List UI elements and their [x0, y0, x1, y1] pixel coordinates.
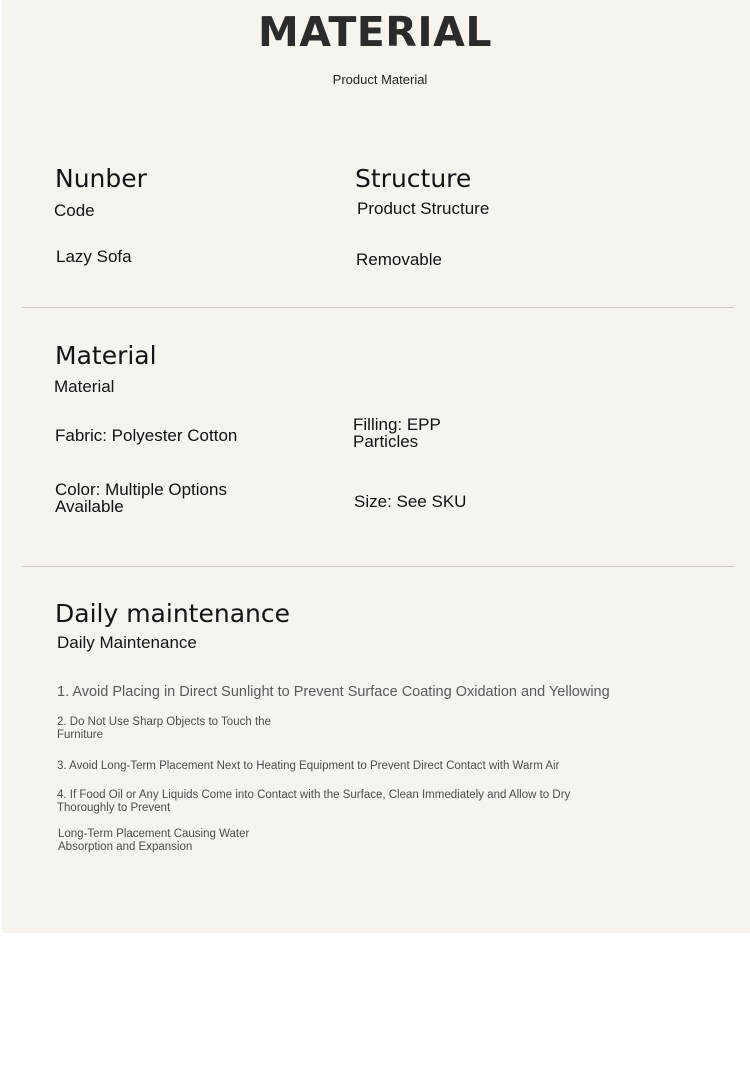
- structure-value: Removable: [356, 250, 442, 269]
- maintenance-heading: Daily maintenance: [55, 599, 290, 628]
- page-subtitle: Product Material: [332, 72, 428, 87]
- section-divider: [22, 307, 734, 308]
- care-item: 3. Avoid Long-Term Placement Next to Heating Equipment to Prevent Direct Contact with Warm Air: [57, 760, 560, 772]
- material-heading: Material: [55, 341, 157, 370]
- maintenance-label: Daily Maintenance: [57, 633, 197, 652]
- structure-heading: Structure: [355, 164, 472, 193]
- filling-spec: Filling: EPP Particles: [353, 415, 441, 451]
- number-heading: Nunber: [55, 164, 147, 193]
- care-item: 2. Do Not Use Sharp Objects to Touch the Furniture: [57, 716, 271, 741]
- care-item: 1. Avoid Placing in Direct Sunlight to Prevent Surface Coating Oxidation and Yellowing: [57, 684, 610, 700]
- color-spec: Color: Multiple Options Available: [55, 480, 227, 516]
- size-spec: Size: See SKU: [354, 492, 467, 511]
- care-item: 4. If Food Oil or Any Liquids Come into Contact with the Surface, Clean Immediately and Allow to Dry Thoroughly to Prevent: [57, 789, 571, 814]
- fabric-spec: Fabric: Polyester Cotton: [55, 426, 238, 445]
- number-label: Code: [54, 201, 95, 220]
- structure-label: Product Structure: [357, 199, 490, 218]
- material-label: Material: [54, 377, 115, 396]
- section-divider: [22, 566, 734, 567]
- care-item: Long-Term Placement Causing Water Absorption and Expansion: [58, 828, 250, 853]
- number-value: Lazy Sofa: [56, 247, 132, 266]
- page-title: MATERIAL: [257, 8, 492, 56]
